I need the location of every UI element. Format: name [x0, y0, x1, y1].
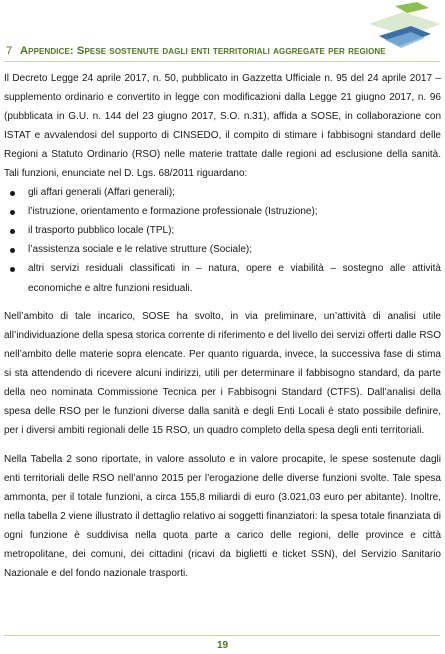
list-item: l’assistenza sociale e le relative strutture (Sociale);: [4, 240, 441, 259]
section-number: 7: [6, 45, 13, 57]
section-title: Appendice: Spese sostenute dagli enti territoriali aggregate per regione: [20, 45, 386, 57]
bullet-icon: [10, 229, 15, 234]
list-item: gli affari generali (Affari generali);: [4, 183, 441, 202]
section-heading: [6, 45, 436, 57]
body-text: [4, 69, 441, 583]
list-item: altri servizi residuali classificati in – natura, opere e viabilità – sostegno alle attività economiche e altre funzioni residuali.: [4, 259, 441, 297]
bullet-icon: [10, 267, 15, 272]
footer-divider: [4, 635, 440, 636]
analysis-paragraph: Nell’ambito di tale incarico, SOSE ha svolto, in via preliminare, un’attività di analisi utile all’individuazione della spesa storica corrente di riferimento e del livello dei servizi offerti dalle RSO nell’ambito delle materie sopra elencate. Per quanto riguarda, invece, la successiva fase di stima si sta attendendo di ricevere alcuni indirizzi, utili per determinare il fabbisogno standard, da parte della neo nominata Commissione Tecnica per i Fabbisogni Standard (CTFS). Dall’analisi della spesa delle RSO per le funzioni diverse dalla sanità e degli Enti Locali è stato possibile definire, per i diversi ambiti regionali delle 15 RSO, un quadro completo della spesa degli enti territoriali.: [4, 311, 441, 437]
table-paragraph: Nella Tabella 2 sono riportate, in valore assoluto e in valore procapite, le spese sostenute dagli enti territoriali delle RSO nell’anno 2015 per l’erogazione delle diverse funzioni svolte. Tale spesa ammonta, per il totale funzioni, a circa 155,8 miliardi di euro (3.021,03 euro per abitante). Inoltre, nella tabella 2 viene illustrato il dettaglio relativo ai soggetti finanziatori: la spesa totale finanziata di ogni funzione è suddivisa nella quota parte a carico delle regioni, delle province e città metropolitane, dei comuni, dei cittadini (ricavi da biglietti e ticket SSN), del Servizio Sanitario Nazionale e del fondo nazionale trasporti.: [4, 453, 441, 580]
intro-paragraph: Il Decreto Legge 24 aprile 2017, n. 50, pubblicato in Gazzetta Ufficiale n. 95 del 24 aprile 2017 – supplemento ordinario e convertito in legge con modificazioni dalla Legge 21 giugno 2017, n. 96 (pubblicata in G.U. n. 144 del 23 giugno 2017, S.O. n.31), affida a SOSE, in collaborazione con ISTAT e avvalendosi del supporto di CINSEDO, il compito di stimare i fabbisogni standard delle Regioni a Statuto Ordinario (RSO) nelle materie trattate dalle regioni ad esclusione della sanità. Tali funzioni, enunciate nel D. Lgs. 68/2011 riguardano:: [4, 73, 441, 180]
functions-list: [4, 183, 441, 297]
list-item: il trasporto pubblico locale (TPL);: [4, 221, 441, 240]
page-number: 19: [216, 640, 229, 651]
bullet-icon: [10, 210, 15, 215]
heading-divider: [4, 61, 440, 62]
list-item: l’istruzione, orientamento e formazione professionale (Istruzione);: [4, 202, 441, 221]
bullet-icon: [10, 248, 15, 253]
bullet-icon: [10, 191, 15, 196]
